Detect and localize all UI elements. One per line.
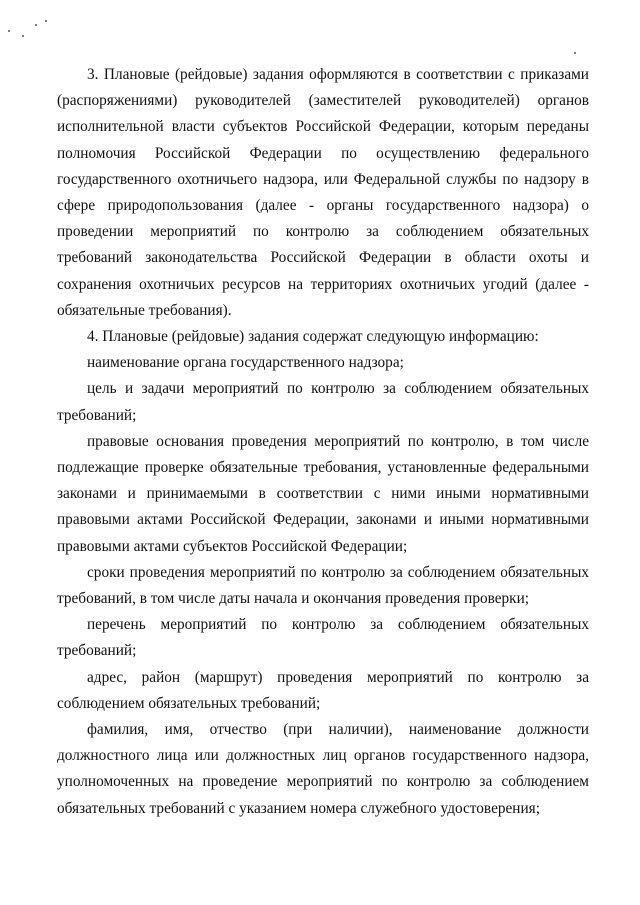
list-item-legal-basis: правовые основания проведения мероприятий по контролю, в том числе подлежащие проверке обязательные требования, установленные федеральными законами и принимаемыми в соответствии с ними иными нормативными правовыми актами Российской Федерации, законами и иными нормативными правовыми актами субъектов Российской Федерации; <box>57 432 589 555</box>
list-item-goals: цель и задачи мероприятий по контролю за соблюдением обязательных требований; <box>57 380 589 424</box>
list-item-dates: сроки проведения мероприятий по контролю за соблюдением обязательных требований, в том числе даты начала и окончания проведения проверки; <box>57 563 589 608</box>
list-item-address: адрес, район (маршрут) проведения мероприятий по контролю за соблюдением обязательных требований; <box>57 668 589 712</box>
paragraph-4: 4. Плановые (рейдовые) задания содержат следующую информацию: <box>87 328 539 346</box>
document-body <box>57 62 589 822</box>
list-item-officials: фамилия, имя, отчество (при наличии), наименование должности должностного лица или должностных лиц органов государственного надзора, уполномоченных на проведение мероприятий по контролю за соблюдением обязательных требований с указанием номера служебного удостоверения; <box>57 721 589 817</box>
list-item-measures: перечень мероприятий по контролю за соблюдением обязательных требований; <box>57 616 589 660</box>
paragraph-3: 3. Плановые (рейдовые) задания оформляются в соответствии с приказами (распоряжениями) руководителей (заместителей руководителей) органов исполнительной власти субъектов Российской Федерации, которым переданы полномочия Российской Федерации по осуществлению федерального государственного охотничьего надзора, или Федеральной службы по надзору в сфере природопользования (далее - органы государственного надзора) о проведении мероприятий по контролю за соблюдением обязательных требований законодательства Российской Федерации в области охоты и сохранения охотничьих ресурсов на территориях охотничьих угодий (далее - обязательные требования). <box>57 66 589 319</box>
list-item-authority-name: наименование органа государственного надзора; <box>87 354 404 372</box>
